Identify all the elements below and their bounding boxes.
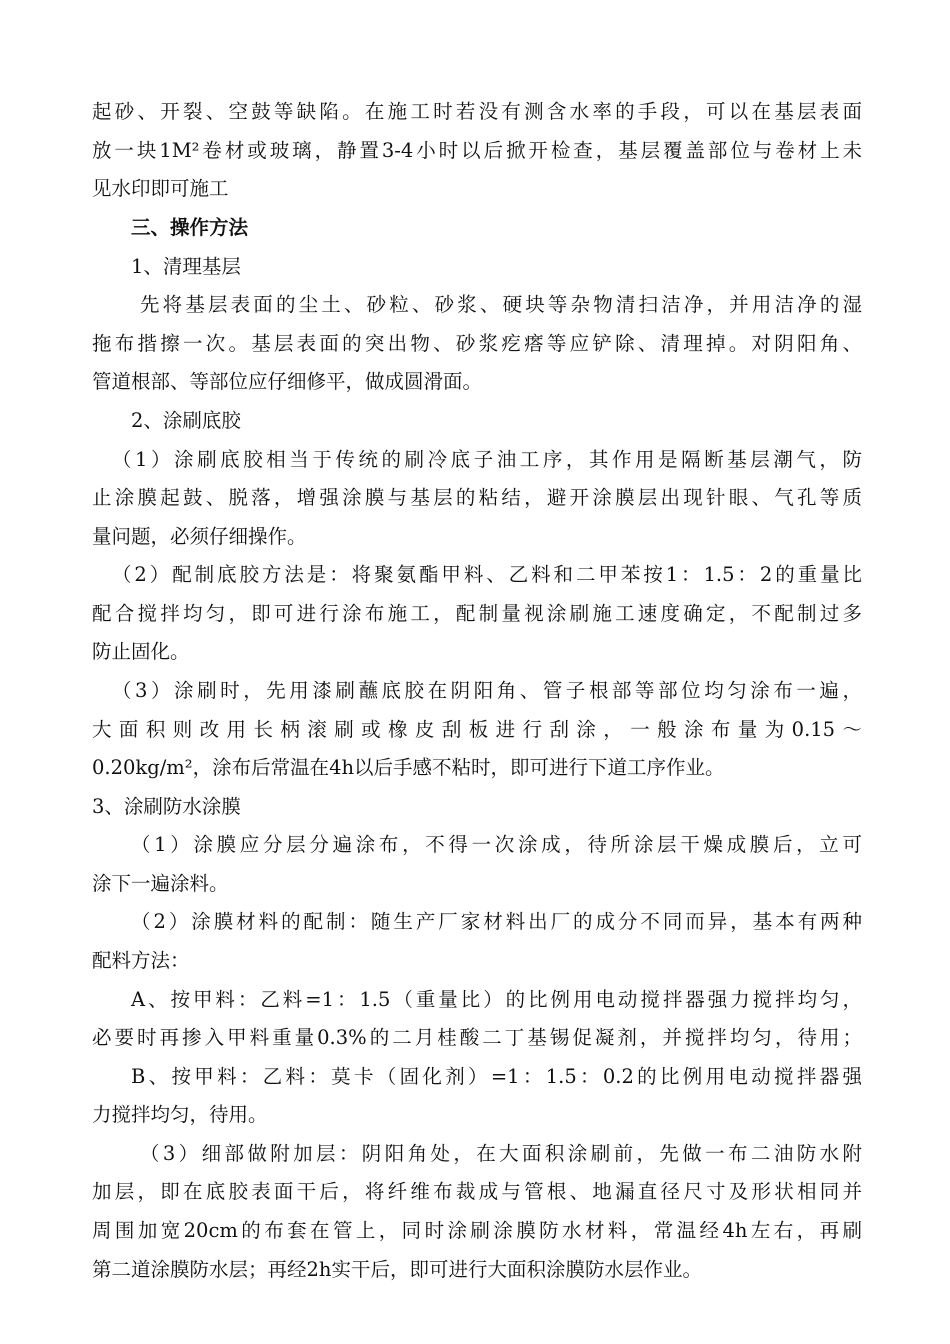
paragraph-line: A、按甲料：乙料=1：1.5（重量比）的比例用电动搅拌器强力搅拌均匀， (131, 988, 862, 1011)
paragraph-line: 第二道涂膜防水层；再经2h实干后，即可进行大面积涂膜防水层作业。 (92, 1258, 702, 1281)
paragraph-line: （1）涂刷底胶相当于传统的刷冷底子油工序，其作用是隔断基层潮气，防 (112, 448, 862, 471)
paragraph-line: 周围加宽20cm的布套在管上，同时涂刷涂膜防水材料，常温经4h左右，再刷 (92, 1219, 862, 1242)
paragraph-line: 起砂、开裂、空鼓等缺陷。在施工时若没有测含水率的手段，可以在基层表面 (92, 100, 862, 123)
paragraph-line: 拖布揩擦一次。基层表面的突出物、砂浆疙瘩等应铲除、清理掉。对阴阳角、 (92, 332, 862, 355)
paragraph-line: 配料方法： (92, 949, 190, 972)
paragraph-line: 先将基层表面的尘土、砂粒、砂浆、硬块等杂物清扫洁净，并用洁净的湿 (140, 293, 862, 316)
paragraph-line: 0.20kg/m²，涂布后常温在4h以后手感不粘时，即可进行下道工序作业。 (92, 756, 725, 779)
paragraph-line: （2）涂膜材料的配制：随生产厂家材料出厂的成分不同而异，基本有两种 (131, 910, 862, 933)
section-heading: 三、操作方法 (131, 216, 249, 239)
paragraph-line: 配合搅拌均匀，即可进行涂布施工，配制量视涂刷施工速度确定，不配制过多 (92, 602, 862, 625)
paragraph-line: 见水印即可施工 (92, 177, 229, 200)
subsection-heading: 1、清理基层 (131, 255, 241, 278)
paragraph-line: 止涂膜起鼓、脱落，增强涂膜与基层的粘结，避开涂膜层出现针眼、气孔等质 (92, 486, 862, 509)
paragraph-line: 防止固化。 (92, 640, 190, 663)
paragraph-line: 必要时再掺入甲料重量0.3%的二月桂酸二丁基锡促凝剂，并搅拌均匀，待用； (92, 1026, 862, 1049)
paragraph-line: 放一块1M²卷材或玻璃，静置3-4小时以后掀开检查，基层覆盖部位与卷材上未 (92, 139, 862, 162)
paragraph-line: （3）细部做附加层：阴阳角处，在大面积涂刷前，先做一布二油防水附 (140, 1142, 862, 1165)
paragraph-line: 量问题，必须仔细操作。 (92, 525, 307, 548)
paragraph-line: 大面积则改用长柄滚刷或橡皮刮板进行刮涂，一般涂布量为0.15～ (92, 718, 862, 741)
paragraph-line: （2）配制底胶方法是：将聚氨酯甲料、乙料和二甲苯按1：1.5：2的重量比 (112, 563, 862, 586)
subsection-heading: 2、涂刷底胶 (131, 409, 241, 432)
paragraph-line: 涂下一遍涂料。 (92, 872, 229, 895)
paragraph-line: 力搅拌均匀，待用。 (92, 1103, 268, 1126)
paragraph-line: （3）涂刷时，先用漆刷蘸底胶在阴阳角、管子根部等部位均匀涂布一遍， (112, 679, 862, 702)
paragraph-line: 管道根部、等部位应仔细修平，做成圆滑面。 (92, 370, 483, 393)
paragraph-line: B、按甲料：乙料：莫卡（固化剂）=1：1.5：0.2的比例用电动搅拌器强 (131, 1065, 862, 1088)
paragraph-line: （1）涂膜应分层分遍涂布，不得一次涂成，待所涂层干燥成膜后，立可 (131, 833, 862, 856)
paragraph-line: 加层，即在底胶表面干后，将纤维布裁成与管根、地漏直径尺寸及形状相同并 (92, 1180, 862, 1203)
subsection-heading: 3、涂刷防水涂膜 (92, 795, 241, 818)
